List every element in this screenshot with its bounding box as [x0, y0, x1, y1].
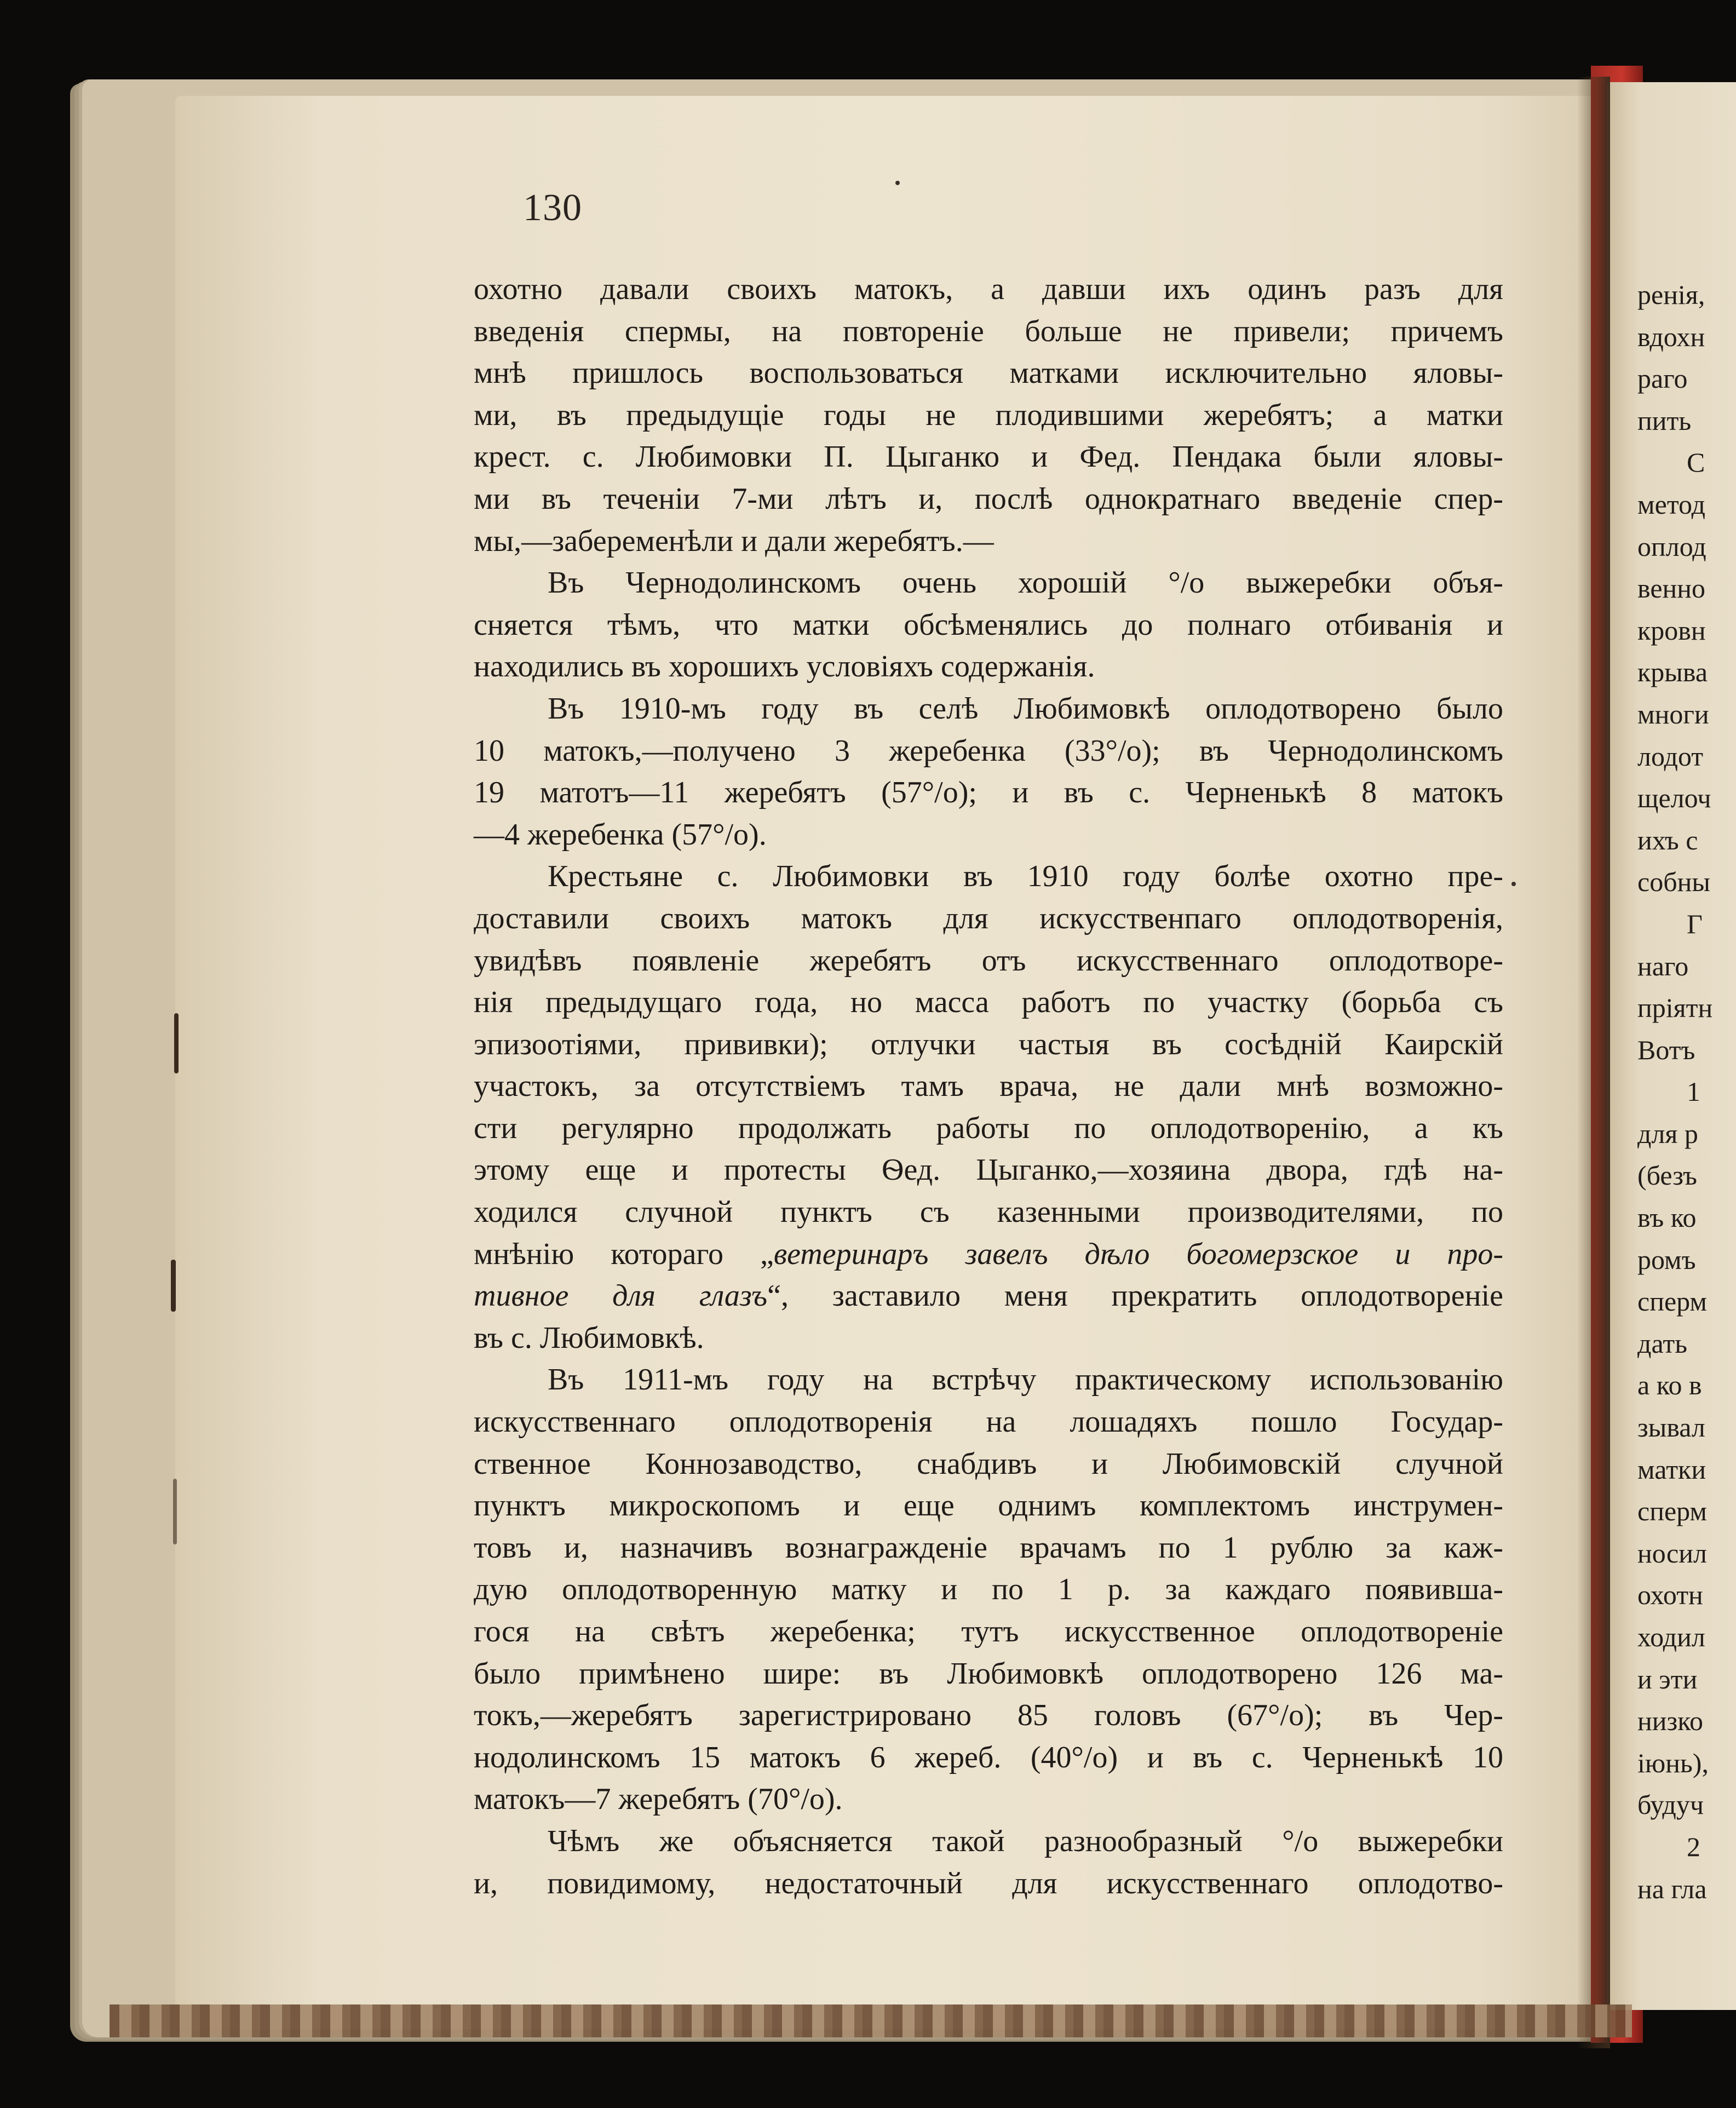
right-text-line: іюнь), [1637, 1747, 1709, 1778]
text-line: ходился случной пунктъ съ казенными производителями, по [474, 1195, 1503, 1230]
right-text-line: матки [1637, 1454, 1706, 1485]
text-line: мнѣ пришлось воспользоваться матками исключительно яловы- [474, 356, 1503, 390]
text-line: пунктъ микроскопомъ и еще однимъ комплектомъ инструмен- [474, 1489, 1503, 1523]
margin-mark [171, 1260, 176, 1312]
text-line: тивное для глазъ“, заставило меня прекратить оплодотвореніе [474, 1279, 1503, 1313]
text-line: искусственнаго оплодотворенія на лошадяхъ пошло Государ- [474, 1405, 1503, 1439]
right-text-line: носил [1637, 1537, 1707, 1569]
text-line: Крестьяне с. Любимовки въ 1910 году болѣе охотно пре- [548, 859, 1503, 894]
text-line: доставили своихъ матокъ для искусственпаго оплодотворенія, [474, 901, 1503, 935]
text-line: увидѣвъ появленіе жеребятъ отъ искусственнаго оплодотворе- [474, 943, 1503, 978]
right-text-line: сперм [1637, 1286, 1708, 1317]
right-text-line: собны [1637, 866, 1710, 898]
text-line: находились въ хорошихъ условіяхъ содержанія. [474, 650, 1095, 684]
right-text-line: въ ко [1637, 1202, 1697, 1233]
right-text-line: дать [1637, 1328, 1687, 1359]
right-text-line: Вотъ [1637, 1034, 1695, 1065]
right-text-line: и эти [1637, 1663, 1698, 1695]
right-text-line: пить [1637, 405, 1692, 436]
right-text-line: венно [1637, 573, 1706, 604]
text-line: токъ,—жеребятъ зарегистрировано 85 головъ (67°/о); въ Чер- [474, 1698, 1503, 1733]
text-line: въ с. Любимовкѣ. [474, 1320, 704, 1355]
text-line: было примѣнено шире: въ Любимовкѣ оплодотворено 126 ма- [474, 1656, 1503, 1691]
right-text-line: зывал [1637, 1412, 1705, 1443]
text-line: сняется тѣмъ, что матки обсѣменялись до полнаго отбиванія и [474, 607, 1503, 642]
right-text-line: ходил [1637, 1622, 1705, 1652]
right-text-line: на гла [1637, 1873, 1707, 1904]
right-text-line: многи [1637, 698, 1709, 730]
text-line: ми въ теченіи 7-ми лѣтъ и, послѣ однократнаго введеніе спер- [474, 481, 1503, 516]
text-line: матокъ—7 жеребятъ (70°/о). [474, 1782, 843, 1817]
text-line: Въ 1911-мъ году на встрѣчу практическому использованію [548, 1363, 1503, 1397]
right-text-line: С [1687, 447, 1705, 478]
page-speck [1511, 882, 1516, 886]
text-line: ми, въ предыдущіе годы не плодившими жеребятъ; а матки [474, 398, 1503, 432]
right-text-line: 1 [1687, 1076, 1700, 1107]
text-line: нія предыдущаго года, но масса работъ по участку (борьба съ [474, 985, 1503, 1020]
text-line: товъ и, назначивъ вознагражденіе врачамъ по 1 рублю за каж- [474, 1530, 1503, 1565]
right-text-line: пріятн [1637, 992, 1713, 1024]
text-line: мы,—забеременѣли и дали жеребятъ.— [474, 524, 994, 558]
text-line: введенія спермы, на повтореніе больше не привели; причемъ [474, 314, 1503, 348]
book-gutter [1577, 77, 1610, 2048]
text-line: сти регулярно продолжать работы по оплодотворенію, а къ [474, 1111, 1503, 1145]
text-line: Въ 1910-мъ году въ селѣ Любимовкѣ оплодотворено было [548, 691, 1503, 726]
page-speck [895, 181, 900, 185]
right-text-line: наго [1637, 950, 1689, 981]
right-text-line: крыва [1637, 657, 1708, 688]
right-text-line: кровн [1637, 614, 1706, 646]
text-line: гося на свѣтъ жеребенка; тутъ искусственное оплодотвореніе [474, 1615, 1503, 1649]
text-line: Въ Чернодолинскомъ очень хорошій °/о выжеребки объя- [548, 566, 1503, 600]
text-line: ственное Коннозаводство, снабдивъ и Любимовскій случной [474, 1446, 1503, 1481]
text-line: —4 жеребенка (57°/о). [474, 817, 767, 852]
page-number: 130 [523, 187, 582, 229]
right-text-line: оплод [1637, 531, 1706, 562]
text-line: 19 матотъ—11 жеребятъ (57°/о); и въ с. Черненькѣ 8 матокъ [474, 776, 1503, 810]
right-text-line: ромъ [1637, 1244, 1696, 1275]
body-text [474, 268, 1503, 1904]
right-text-line: вдохн [1637, 321, 1705, 352]
right-text-line: а ко в [1637, 1370, 1702, 1401]
right-text-line: 2 [1687, 1831, 1700, 1862]
text-line: мнѣнію котораго „ветеринаръ завелъ дѣло богомерзское и про- [474, 1237, 1503, 1271]
right-page-text [1637, 274, 1712, 1910]
text-line: 10 матокъ,—получено 3 жеребенка (33°/о); въ Чернодолинскомъ [474, 733, 1503, 768]
text-line: участокъ, за отсутствіемъ тамъ врача, не дали мнѣ возможно- [474, 1069, 1503, 1104]
text-line: нодолинскомъ 15 матокъ 6 жереб. (40°/о) и въ с. Черненькѣ 10 [474, 1740, 1503, 1774]
right-page-text-clip [1607, 82, 1736, 2010]
text-line: охотно давали своихъ матокъ, а давши ихъ одинъ разъ для [474, 272, 1503, 306]
right-text-line: для р [1637, 1118, 1698, 1149]
right-text-line: ихъ с [1637, 824, 1698, 855]
margin-mark [174, 1013, 179, 1073]
right-text-line: низко [1637, 1705, 1704, 1737]
right-text-line: метод [1637, 489, 1706, 520]
text-line: этому еще и протесты Ѳед. Цыганко,—хозяина двора, гдѣ на- [474, 1153, 1503, 1187]
right-text-line: Г [1687, 908, 1703, 939]
page-bottom-edge [110, 2004, 1632, 2037]
text-line: дую оплодотворенную матку и по 1 р. за каждаго появивша- [474, 1572, 1503, 1607]
right-text-line: ренія, [1637, 279, 1705, 310]
text-line: и, повидимому, недостаточный для искусственнаго оплодотво- [474, 1866, 1503, 1900]
text-line: Чѣмъ же объясняется такой разнообразный °/о выжеребки [548, 1824, 1503, 1858]
right-text-line: будуч [1637, 1789, 1704, 1820]
right-text-line: сперм [1637, 1496, 1708, 1527]
right-text-line: щелоч [1637, 783, 1711, 814]
text-line: эпизоотіями, прививки); отлучки частыя въ сосѣдній Каирскій [474, 1027, 1503, 1061]
margin-mark [173, 1479, 177, 1544]
right-text-line: (безъ [1637, 1160, 1697, 1191]
right-text-line: охотн [1637, 1579, 1703, 1611]
right-text-line: лодот [1637, 740, 1704, 772]
text-line: крест. с. Любимовки П. Цыганко и Фед. Пендака были яловы- [474, 440, 1503, 474]
right-text-line: раго [1637, 363, 1688, 394]
